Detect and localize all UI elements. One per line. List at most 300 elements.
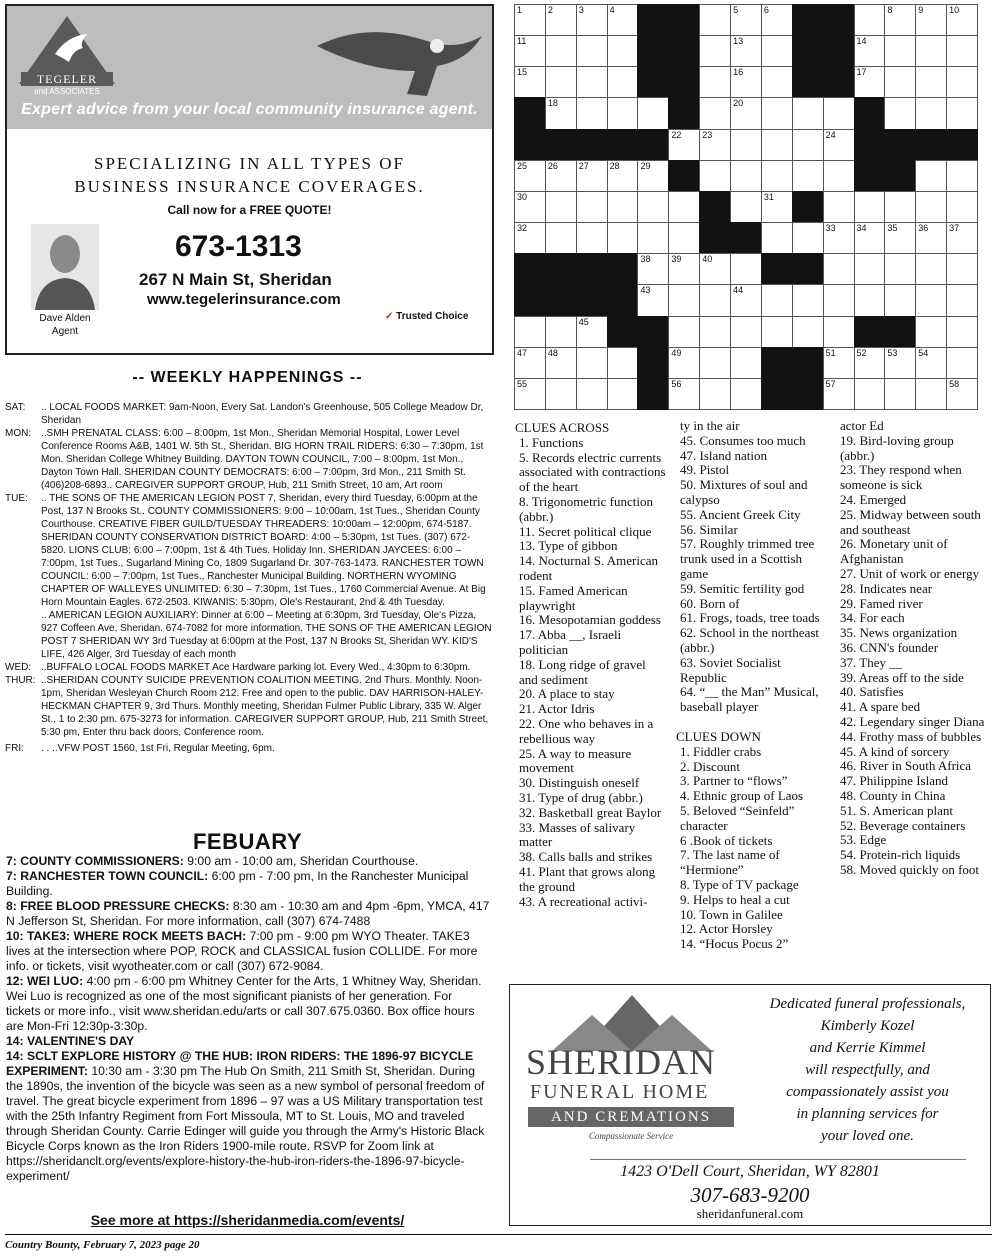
grid-cell[interactable] bbox=[668, 129, 700, 161]
funeral-service: Compassionate Service bbox=[588, 1131, 674, 1141]
grid-cell[interactable] bbox=[637, 222, 669, 254]
grid-cell[interactable] bbox=[699, 4, 731, 36]
cell-number: 13 bbox=[733, 36, 744, 47]
grid-cell[interactable] bbox=[761, 4, 793, 36]
clue-item: 15. Famed American playwright bbox=[519, 582, 628, 613]
cell-number: 47 bbox=[517, 347, 528, 358]
divider bbox=[590, 1159, 966, 1160]
grid-cell[interactable] bbox=[699, 378, 731, 410]
grid-block bbox=[637, 4, 669, 36]
clue-item: 1. Functions bbox=[519, 434, 584, 450]
grid-cell[interactable] bbox=[946, 378, 978, 410]
grid-cell[interactable] bbox=[576, 4, 608, 36]
grid-block bbox=[514, 129, 546, 161]
clue-item: 5. Records electric currents associated with contractions of the heart bbox=[519, 449, 666, 495]
message-line: will respectfully, and bbox=[805, 1062, 930, 1078]
grid-cell[interactable] bbox=[637, 284, 669, 316]
message-line: and Kerrie Kimmel bbox=[809, 1040, 926, 1056]
weekly-text: .. AMERICAN LEGION AUXILIARY: Dinner at 6:00 – Meeting at 6:30pm, 3rd Tuesday, Ole's Pizza, 927 Coffeen Ave, Sheridan. 674-7082 for more information. THE SONS OF THE AMERICAN LEGION POST 7 SHERIDAN WY 3rd Tuesday at 6:00pm at the Post, 137 N Brooks St, Sheridan WY. KID'S LIFE, 426 Alger, 3rd Tuesday of each month bbox=[41, 610, 492, 660]
grid-cell[interactable] bbox=[823, 378, 855, 410]
grid-cell[interactable] bbox=[946, 347, 978, 379]
specialty-line: BUSINESS INSURANCE COVERAGES. bbox=[74, 177, 425, 196]
grid-cell[interactable] bbox=[699, 129, 731, 161]
grid-cell[interactable] bbox=[730, 97, 762, 129]
cell-number: 27 bbox=[578, 160, 589, 171]
grid-cell[interactable] bbox=[668, 222, 700, 254]
clue-item: 8. Trigonometric function (abbr.) bbox=[519, 493, 653, 524]
clue-item: 18. Long ridge of gravel and sediment bbox=[519, 656, 646, 687]
grid-block bbox=[792, 378, 824, 410]
grid-cell[interactable] bbox=[915, 253, 947, 285]
grid-cell[interactable] bbox=[792, 160, 824, 192]
clues-across-title: CLUES ACROSS bbox=[515, 420, 610, 435]
grid-cell[interactable] bbox=[823, 191, 855, 223]
grid-cell[interactable] bbox=[576, 35, 608, 67]
weekly-text: .. THE SONS OF THE AMERICAN LEGION POST 7, Sheridan, every third Tuesday, 6:00pm at the Post, 137 N Brooks St.. COUNTY COMMISSIONERS: 9:00 – 10:00am, 1st Tues., Sheridan County Courthouse. CREATIVE FIBER GUILD/TUESDAY THREADERS: 10:00am – 12:00pm, 674-5187. SHERIDAN COUNTY CONSERVATION DISTRICT BOARD: 4:00 – 5:30pm, 1st Tues. (307) 672-5820. LIONS CLUB: 6:00 – 7:00pm, 1st & 4th Tues. Holiday Inn. SHERIDAN JAYCEES: 6:00 – 7:00pm, 1st Tues., Sugarland Mining Co, 1809 Sugarland Dr. 307-763-1473. RANCHESTER TOWN COUNCIL: 6:00 – 7:00pm, 1st Tues., Ranchester Municipal Building. NORTHERN WYOMING CHAPTER OF WALLEYES UNLIMITED: 6:30 – 7:30pm, 1st Tues., 1760 Commercial Avenue. At Big Horn Mountain Eagles. 672-2503. KIWANIS: 5:30pm, Ole's Restaurant, 2nd & 4th Tuesday. bbox=[41, 493, 486, 608]
clue-item: 10. Town in Galilee bbox=[680, 906, 783, 922]
grid-block bbox=[514, 253, 546, 285]
grid-cell[interactable] bbox=[699, 66, 731, 98]
cell-number: 11 bbox=[517, 36, 527, 47]
agent-name: Dave Alden bbox=[39, 313, 91, 324]
clues-column-3 bbox=[836, 419, 991, 878]
grid-block bbox=[792, 347, 824, 379]
cell-number: 2 bbox=[547, 5, 553, 15]
grid-cell[interactable] bbox=[915, 35, 947, 67]
grid-cell[interactable] bbox=[607, 222, 639, 254]
grid-cell[interactable] bbox=[576, 191, 608, 223]
grid-cell[interactable] bbox=[761, 284, 793, 316]
grid-cell[interactable] bbox=[668, 191, 700, 223]
grid-cell[interactable] bbox=[699, 316, 731, 348]
cell-number: 24 bbox=[825, 129, 836, 140]
grid-cell[interactable] bbox=[854, 347, 886, 379]
cell-number: 53 bbox=[887, 347, 898, 358]
cell-number: 16 bbox=[733, 67, 744, 78]
grid-cell[interactable] bbox=[854, 253, 886, 285]
grid-block bbox=[699, 191, 731, 223]
clue-item: 24. Emerged bbox=[840, 491, 907, 507]
grid-cell[interactable] bbox=[915, 316, 947, 348]
grid-cell[interactable] bbox=[730, 160, 762, 192]
funeral-sub: FUNERAL HOME bbox=[530, 1081, 710, 1103]
grid-cell[interactable] bbox=[946, 253, 978, 285]
weekly-row bbox=[5, 401, 492, 427]
grid-cell[interactable] bbox=[761, 160, 793, 192]
grid-cell[interactable] bbox=[823, 129, 855, 161]
grid-cell[interactable] bbox=[607, 347, 639, 379]
grid-cell[interactable] bbox=[823, 160, 855, 192]
grid-cell[interactable] bbox=[545, 35, 577, 67]
grid-cell[interactable] bbox=[699, 253, 731, 285]
clue-item: 11. Secret political clique bbox=[519, 523, 652, 539]
grid-cell[interactable] bbox=[884, 284, 916, 316]
cell-number: 43 bbox=[640, 285, 651, 296]
grid-cell[interactable] bbox=[545, 378, 577, 410]
grid-block bbox=[576, 284, 608, 316]
grid-cell[interactable] bbox=[946, 316, 978, 348]
message-line: your loved one. bbox=[821, 1128, 914, 1144]
grid-cell[interactable] bbox=[915, 66, 947, 98]
clue-item: 55. Ancient Greek City bbox=[680, 506, 801, 522]
event-body: 9:00 am - 10:00 am, Sheridan Courthouse. bbox=[183, 854, 419, 868]
clue-item: 25. Midway between south and southeast bbox=[840, 506, 981, 537]
grid-cell[interactable] bbox=[668, 378, 700, 410]
cell-number: 39 bbox=[671, 254, 682, 265]
grid-cell[interactable] bbox=[884, 191, 916, 223]
clue-item: 27. Unit of work or energy bbox=[840, 565, 980, 581]
event-head: 10: TAKE3: WHERE ROCK MEETS BACH: bbox=[6, 929, 247, 943]
grid-cell[interactable] bbox=[884, 222, 916, 254]
grid-cell[interactable] bbox=[545, 191, 577, 223]
grid-cell[interactable] bbox=[730, 347, 762, 379]
clue-item: 23. They respond when someone is sick bbox=[840, 462, 962, 493]
grid-cell[interactable] bbox=[545, 66, 577, 98]
ad-address: 267 N Main St, Sheridan bbox=[139, 270, 332, 289]
tegeler-logo bbox=[17, 14, 117, 99]
cell-number: 49 bbox=[671, 347, 682, 358]
clue-item: 31. Type of drug (abbr.) bbox=[519, 789, 643, 805]
grid-cell[interactable] bbox=[514, 4, 546, 36]
clue-item: ty in the air bbox=[680, 418, 740, 433]
grid-cell[interactable] bbox=[637, 191, 669, 223]
grid-cell[interactable] bbox=[730, 66, 762, 98]
grid-cell[interactable] bbox=[792, 97, 824, 129]
grid-cell[interactable] bbox=[545, 160, 577, 192]
grid-cell[interactable] bbox=[730, 4, 762, 36]
grid-block bbox=[545, 253, 577, 285]
grid-cell[interactable] bbox=[576, 378, 608, 410]
event-item bbox=[6, 1049, 490, 1184]
grid-cell[interactable] bbox=[637, 253, 669, 285]
grid-cell[interactable] bbox=[730, 35, 762, 67]
crossword-grid bbox=[514, 4, 977, 409]
grid-cell[interactable] bbox=[946, 35, 978, 67]
clue-item: 54. Protein-rich liquids bbox=[840, 847, 961, 863]
cell-number: 51 bbox=[825, 347, 836, 358]
grid-cell[interactable] bbox=[884, 35, 916, 67]
grid-cell[interactable] bbox=[607, 66, 639, 98]
grid-cell[interactable] bbox=[854, 222, 886, 254]
message-line: in planning services for bbox=[796, 1106, 939, 1122]
event-body: 8:30 am - 10:30 am and 4pm -6pm, YMCA, 417 N Jefferson St, Sheridan. For more information, call (307) 674-7488 bbox=[6, 899, 490, 928]
clue-item: 47. Philippine Island bbox=[840, 773, 948, 789]
cell-number: 26 bbox=[547, 160, 558, 171]
weekly-day: THUR: bbox=[5, 675, 36, 686]
grid-cell[interactable] bbox=[699, 160, 731, 192]
cell-number: 1 bbox=[517, 5, 523, 15]
clue-item: 26. Monetary unit of Afghanistan bbox=[840, 536, 948, 567]
grid-cell[interactable] bbox=[946, 191, 978, 223]
grid-cell[interactable] bbox=[792, 129, 824, 161]
grid-block bbox=[607, 316, 639, 348]
grid-cell[interactable] bbox=[576, 347, 608, 379]
clue-item: 41. Plant that grows along the ground bbox=[519, 863, 656, 894]
grid-cell[interactable] bbox=[946, 97, 978, 129]
weekly-text: ..BUFFALO LOCAL FOODS MARKET Ace Hardware parking lot. Every Wed., 4:30pm to 6:30pm. bbox=[41, 662, 471, 673]
grid-cell[interactable] bbox=[761, 191, 793, 223]
message-line: compassionately assist you bbox=[786, 1084, 949, 1100]
weekly-title: -- WEEKLY HAPPENINGS -- bbox=[132, 369, 363, 386]
cell-number: 3 bbox=[578, 5, 584, 15]
insurance-ad bbox=[5, 4, 494, 355]
grid-cell[interactable] bbox=[514, 316, 546, 348]
grid-block bbox=[637, 35, 669, 67]
grid-block bbox=[637, 378, 669, 410]
clues-column-1 bbox=[515, 419, 667, 909]
grid-cell[interactable] bbox=[576, 316, 608, 348]
grid-cell[interactable] bbox=[668, 253, 700, 285]
funeral-message bbox=[750, 993, 985, 1147]
clue-item: 19. Bird-loving group (abbr.) bbox=[840, 432, 954, 463]
footer-divider bbox=[5, 1234, 992, 1235]
grid-cell[interactable] bbox=[514, 66, 546, 98]
clue-item: 47. Island nation bbox=[680, 447, 768, 463]
cell-number: 17 bbox=[856, 67, 867, 78]
grid-cell[interactable] bbox=[854, 66, 886, 98]
grid-cell[interactable] bbox=[823, 284, 855, 316]
cell-number: 25 bbox=[517, 160, 528, 171]
event-item bbox=[6, 899, 490, 929]
grid-cell[interactable] bbox=[792, 316, 824, 348]
grid-cell[interactable] bbox=[884, 4, 916, 36]
grid-cell[interactable] bbox=[607, 35, 639, 67]
grid-cell[interactable] bbox=[668, 316, 700, 348]
grid-cell[interactable] bbox=[946, 4, 978, 36]
grid-cell[interactable] bbox=[637, 160, 669, 192]
grid-block bbox=[884, 129, 916, 161]
weekly-day: TUE: bbox=[5, 493, 28, 504]
grid-block bbox=[792, 253, 824, 285]
clue-item: 46. River in South Africa bbox=[840, 758, 972, 774]
grid-cell[interactable] bbox=[761, 35, 793, 67]
clue-item: 30. Distinguish oneself bbox=[519, 775, 640, 791]
funeral-url[interactable]: sheridanfuneral.com bbox=[696, 1206, 804, 1221]
grid-block bbox=[792, 191, 824, 223]
weekly-text: . . ..VFW POST 1560, 1st Fri, Regular Meeting, 6pm. bbox=[41, 743, 275, 754]
grid-cell[interactable] bbox=[545, 222, 577, 254]
clue-item: 48. County in China bbox=[840, 787, 946, 803]
clue-item: 4. Ethnic group of Laos bbox=[680, 788, 804, 804]
grid-cell[interactable] bbox=[761, 222, 793, 254]
grid-cell[interactable] bbox=[915, 347, 947, 379]
grid-cell[interactable] bbox=[514, 347, 546, 379]
grid-cell[interactable] bbox=[761, 97, 793, 129]
cell-number: 34 bbox=[856, 223, 867, 234]
cell-number: 58 bbox=[949, 378, 960, 389]
grid-cell[interactable] bbox=[699, 347, 731, 379]
clue-item: 52. Beverage containers bbox=[840, 817, 966, 833]
grid-cell[interactable] bbox=[823, 97, 855, 129]
grid-cell[interactable] bbox=[761, 129, 793, 161]
grid-cell[interactable] bbox=[576, 97, 608, 129]
grid-cell[interactable] bbox=[545, 316, 577, 348]
cell-number: 45 bbox=[578, 316, 589, 327]
grid-cell[interactable] bbox=[730, 284, 762, 316]
grid-cell[interactable] bbox=[946, 284, 978, 316]
grid-cell[interactable] bbox=[884, 97, 916, 129]
grid-cell[interactable] bbox=[915, 284, 947, 316]
grid-cell[interactable] bbox=[668, 284, 700, 316]
event-head: 7: COUNTY COMMISSIONERS: bbox=[6, 854, 184, 868]
grid-cell[interactable] bbox=[668, 347, 700, 379]
grid-cell[interactable] bbox=[854, 378, 886, 410]
ad-url[interactable]: www.tegelerinsurance.com bbox=[147, 291, 341, 308]
grid-cell[interactable] bbox=[792, 222, 824, 254]
clue-item: 41. A spare bed bbox=[840, 699, 921, 715]
grid-cell[interactable] bbox=[545, 4, 577, 36]
clue-item: 61. Frogs, toads, tree toads bbox=[680, 610, 820, 626]
grid-cell[interactable] bbox=[545, 347, 577, 379]
grid-cell[interactable] bbox=[823, 253, 855, 285]
grid-cell[interactable] bbox=[607, 160, 639, 192]
cell-number: 23 bbox=[702, 129, 713, 140]
grid-cell[interactable] bbox=[915, 191, 947, 223]
cell-number: 6 bbox=[763, 5, 769, 15]
grid-cell[interactable] bbox=[607, 378, 639, 410]
clue-item: 28. Indicates near bbox=[840, 580, 933, 596]
grid-cell[interactable] bbox=[576, 160, 608, 192]
cell-number: 15 bbox=[517, 67, 528, 78]
grid-cell[interactable] bbox=[792, 284, 824, 316]
ad-phone[interactable]: 673-1313 bbox=[175, 230, 302, 263]
grid-cell[interactable] bbox=[884, 253, 916, 285]
specialty-line: SPECIALIZING IN ALL TYPES OF bbox=[93, 154, 405, 173]
clue-item: 12. Actor Horsley bbox=[680, 921, 773, 937]
clue-item: 22. One who behaves in a rebellious way bbox=[519, 715, 654, 746]
grid-cell[interactable] bbox=[915, 160, 947, 192]
funeral-phone[interactable]: 307-683-9200 bbox=[690, 1183, 810, 1207]
grid-cell[interactable] bbox=[854, 35, 886, 67]
grid-cell[interactable] bbox=[915, 4, 947, 36]
grid-cell[interactable] bbox=[915, 222, 947, 254]
event-item bbox=[6, 974, 490, 1034]
grid-cell[interactable] bbox=[823, 316, 855, 348]
grid-cell[interactable] bbox=[915, 97, 947, 129]
clue-item: 17. Abba __, Israeli politician bbox=[519, 627, 622, 657]
eagle-icon bbox=[17, 14, 117, 99]
grid-cell[interactable] bbox=[699, 97, 731, 129]
grid-cell[interactable] bbox=[699, 284, 731, 316]
cell-number: 30 bbox=[517, 191, 528, 202]
grid-block bbox=[884, 160, 916, 192]
cell-number: 31 bbox=[763, 191, 774, 202]
grid-cell[interactable] bbox=[699, 35, 731, 67]
weekly-text: ..SMH PRENATAL CLASS: 6:00 – 8:00pm, 1st Mon., Sheridan Memorial Hospital, Lower Level Conference Rooms A&B, 1401 W. 5th St., Sheridan. BIG HORN TRAIL RIDERS: 6:30 – 7:30pm, 1st Mon. Sheridan College Whitney Building. DAYTON TOWN COUNCIL, 7:00 – 8:00pm, 1st Mon., Dayton Town Hall. SHERIDAN COUNTY DEMOCRATS: 6:00 – 7:00pm, 3rd Mon., 211 Smith St. (406)208-6893.. CAREGIVER SUPPORT GROUP, Hub, 211 Smith Street, 10 am, Art room bbox=[41, 428, 484, 491]
funeral-band: AND CREMATIONS bbox=[528, 1107, 734, 1127]
grid-block bbox=[854, 129, 886, 161]
weekly-day bbox=[5, 609, 41, 661]
grid-cell[interactable] bbox=[854, 284, 886, 316]
february-events bbox=[6, 854, 490, 1184]
grid-cell[interactable] bbox=[884, 347, 916, 379]
clue-item: 40. Satisfies bbox=[840, 684, 904, 700]
grid-cell[interactable] bbox=[514, 160, 546, 192]
cell-number: 5 bbox=[733, 5, 739, 15]
weekly-text: ..SHERIDAN COUNTY SUICIDE PREVENTION COALITION MEETING. 2nd Thurs. Monthly. Noon-1pm, Sheridan Wesleyan Church Room 212. Free and open to the public. DAV HARRISON-HALEY-HECKMAN CHAPTER 9, 3rd Thurs. Monthly meeting, Sheridan Fulmer Public Library, 335 W. Alger St., 1 to 2:30 pm. 675-3273 for information. CAREGIVER SUPPORT GROUP, Hub, 211 Smith Street, 5:30 pm, Enter thru back doors, Conference room. bbox=[41, 675, 489, 738]
grid-cell[interactable] bbox=[730, 316, 762, 348]
grid-cell[interactable] bbox=[607, 4, 639, 36]
clue-item: 13. Type of gibbon bbox=[519, 538, 618, 554]
grid-cell[interactable] bbox=[545, 97, 577, 129]
clue-item: 50. Mixtures of soul and calypso bbox=[680, 477, 808, 507]
cell-number: 33 bbox=[825, 223, 836, 234]
cell-number: 35 bbox=[887, 223, 898, 234]
clue-item: 33. Masses of salivary matter bbox=[519, 819, 636, 850]
clue-item: 34. For each bbox=[840, 610, 905, 626]
grid-block bbox=[637, 316, 669, 348]
grid-cell[interactable] bbox=[730, 253, 762, 285]
cell-number: 20 bbox=[733, 98, 744, 109]
weekly-day: MON: bbox=[5, 428, 32, 439]
grid-block bbox=[761, 253, 793, 285]
grid-cell[interactable] bbox=[514, 222, 546, 254]
grid-block bbox=[854, 97, 886, 129]
grid-cell[interactable] bbox=[576, 222, 608, 254]
grid-block bbox=[761, 378, 793, 410]
grid-cell[interactable] bbox=[761, 316, 793, 348]
clue-item: 42. Legendary singer Diana bbox=[840, 713, 985, 729]
grid-cell[interactable] bbox=[761, 66, 793, 98]
clue-item: 51. S. American plant bbox=[840, 802, 954, 818]
grid-cell[interactable] bbox=[884, 378, 916, 410]
ad-tagline: Expert advice from your local community insurance agent. bbox=[21, 101, 478, 118]
grid-cell[interactable] bbox=[607, 191, 639, 223]
clue-item: 43. A recreational activi- bbox=[519, 893, 648, 909]
grid-cell[interactable] bbox=[730, 129, 762, 161]
cell-number: 44 bbox=[733, 285, 744, 296]
grid-block bbox=[792, 4, 824, 36]
grid-cell[interactable] bbox=[884, 66, 916, 98]
cell-number: 22 bbox=[671, 129, 682, 140]
grid-cell[interactable] bbox=[946, 160, 978, 192]
grid-cell[interactable] bbox=[514, 378, 546, 410]
weekly-row bbox=[5, 427, 492, 492]
grid-cell[interactable] bbox=[823, 347, 855, 379]
grid-block bbox=[668, 35, 700, 67]
cell-number: 14 bbox=[856, 36, 867, 47]
grid-block bbox=[915, 129, 947, 161]
more-events-link[interactable]: See more at https://sheridanmedia.com/events/ bbox=[90, 1212, 405, 1228]
grid-cell[interactable] bbox=[854, 4, 886, 36]
weekly-row bbox=[5, 742, 492, 755]
cell-number: 38 bbox=[640, 254, 651, 265]
grid-cell[interactable] bbox=[637, 97, 669, 129]
clue-item: 29. Famed river bbox=[840, 595, 923, 611]
cell-number: 37 bbox=[949, 223, 960, 234]
clue-item: 3. Partner to “flows” bbox=[680, 773, 788, 789]
grid-cell[interactable] bbox=[946, 222, 978, 254]
clues-column-2 bbox=[676, 419, 826, 952]
clue-item: 5. Beloved “Seinfeld” character bbox=[680, 802, 795, 833]
grid-cell[interactable] bbox=[946, 66, 978, 98]
badge-label: Trusted Choice bbox=[396, 311, 469, 322]
grid-cell[interactable] bbox=[823, 222, 855, 254]
event-item bbox=[6, 869, 490, 899]
grid-cell[interactable] bbox=[514, 191, 546, 223]
grid-cell[interactable] bbox=[607, 97, 639, 129]
grid-cell[interactable] bbox=[730, 191, 762, 223]
weekly-list bbox=[5, 401, 492, 755]
grid-cell[interactable] bbox=[730, 378, 762, 410]
grid-cell[interactable] bbox=[854, 191, 886, 223]
grid-cell[interactable] bbox=[915, 378, 947, 410]
grid-cell[interactable] bbox=[576, 66, 608, 98]
event-body: 10:30 am - 3:30 pm The Hub On Smith, 211 Smith St, Sheridan. During the 1890s, the invention of the bicycle was seen as a new symbol of personal freedom of travel. The great bicycle experiment from 1896 – 97 was a US Military transportation test with the 25th Infantry Regiment from Fort Missoula, MT to St. Louis, MO and traveled through Sheridan County. Carrie Edinger will guide you through the Army's Historic Black Bicycle Corps known as the Iron Riders 1900-mile route. RSVP for Zoom link at https://sheridanclt.org/events/explore-history-the-hub-iron-riders-the-1896-97-bicycle-experiment/ bbox=[6, 1064, 485, 1183]
cell-number: 29 bbox=[640, 160, 651, 171]
grid-block bbox=[545, 284, 577, 316]
grid-cell[interactable] bbox=[514, 35, 546, 67]
